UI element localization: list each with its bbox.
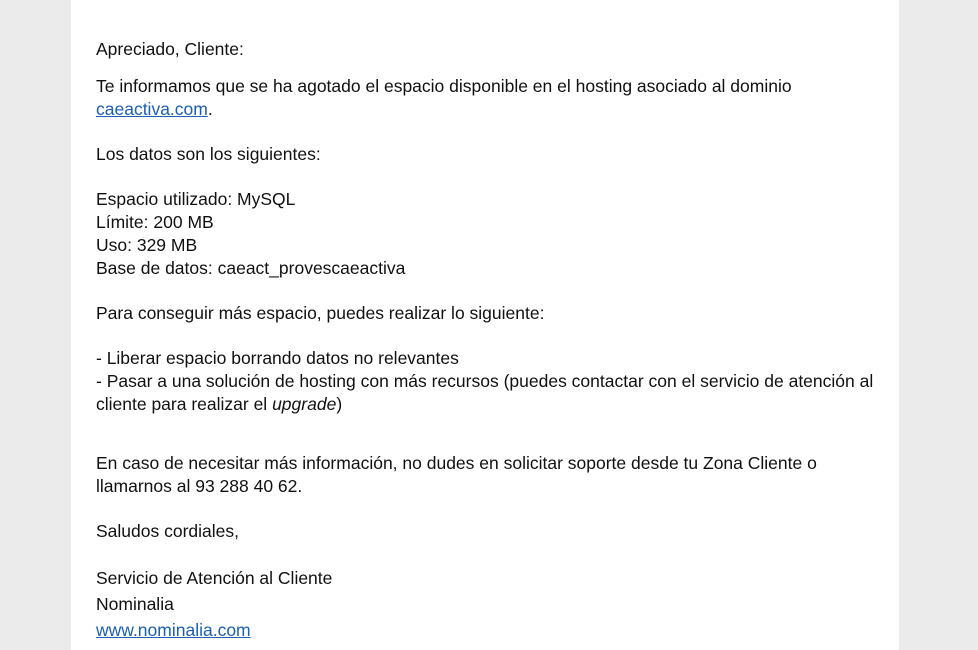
greeting: Apreciado, Cliente: [96, 39, 244, 59]
website-link[interactable]: www.nominalia.com [96, 620, 251, 640]
intro-end: . [207, 99, 213, 119]
option-upgrade-text: - Pasar a una solución de hosting con más recursos (puedes contactar con el servicio de atención al cliente para realizar el [96, 371, 874, 414]
closing: Saludos cordiales, [96, 521, 239, 541]
upgrade-word: upgrade [272, 394, 337, 414]
signature-department: Servicio de Atención al Cliente [96, 568, 333, 588]
options-intro: Para conseguir más espacio, puedes realizar lo siguiente: [96, 303, 545, 323]
data-intro: Los datos son los siguientes: [96, 144, 321, 164]
detail-space-used: Espacio utilizado: MySQL [96, 189, 296, 209]
email-body [96, 38, 886, 643]
option-upgrade-end: ) [336, 394, 343, 414]
option-upgrade [96, 370, 886, 416]
intro-text: Te informamos que se ha agotado el espacio disponible en el hosting asociado al dominio [96, 76, 792, 96]
domain-link[interactable]: caeactiva.com [96, 99, 208, 119]
signature-company: Nominalia [96, 594, 174, 614]
detail-limit: Límite: 200 MB [96, 212, 214, 232]
detail-usage: Uso: 329 MB [96, 235, 198, 255]
signature [96, 565, 886, 643]
option-free-space: - Liberar espacio borrando datos no relevantes [96, 348, 459, 368]
support-paragraph: En caso de necesitar más información, no dudes en solicitar soporte desde tu Zona Cliente o llamarnos al 93 288 40 62. [96, 453, 817, 496]
email-card [71, 0, 899, 650]
detail-database: Base de datos: caeact_provescaeactiva [96, 258, 406, 278]
details-list [96, 188, 886, 280]
intro-paragraph [96, 75, 886, 121]
